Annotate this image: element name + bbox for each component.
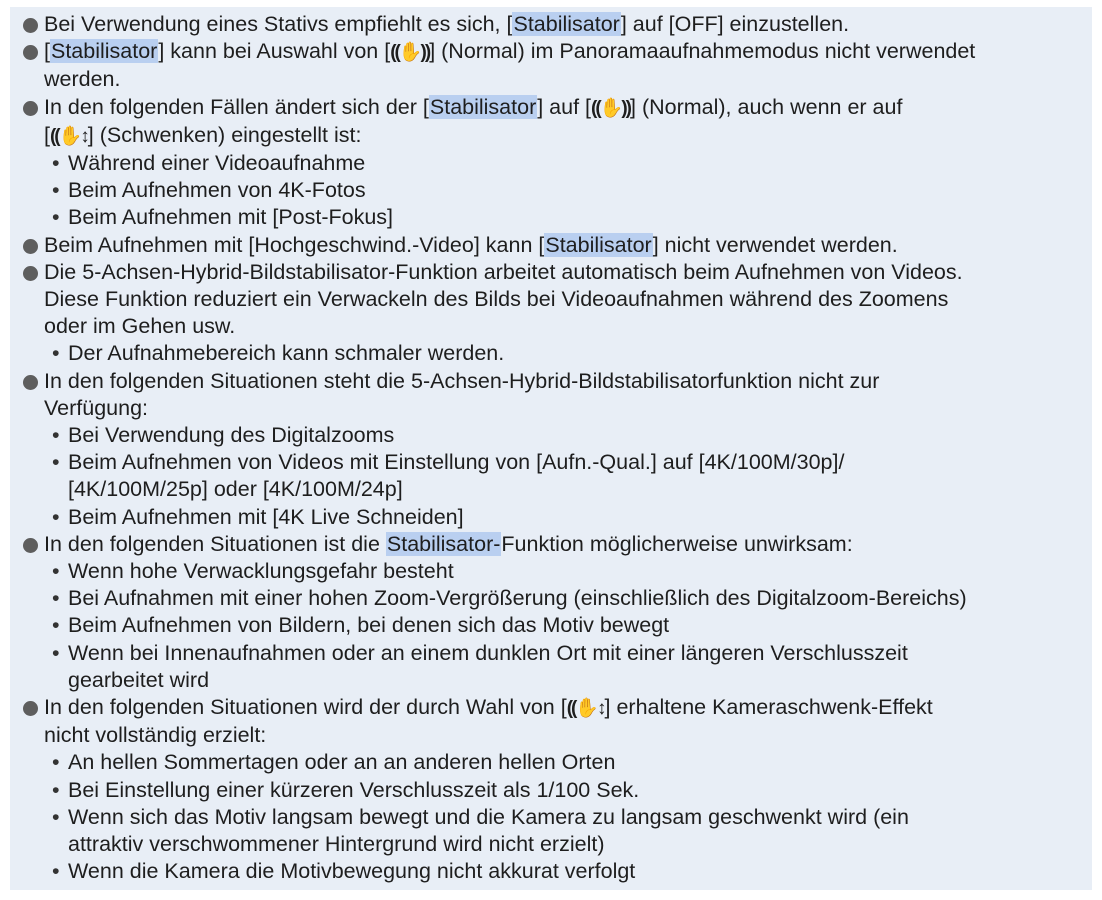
sub-bullet-icon: • — [52, 804, 60, 829]
sub-bullet-item: • Beim Aufnehmen mit [4K Live Schneiden] — [10, 504, 1082, 531]
sub-bullet-icon: • — [52, 205, 60, 230]
bullet-item: In den folgenden Situationen steht die 5-Achsen-Hybrid-Bildstabilisatorfunktion nicht zur — [10, 368, 1082, 395]
sub-bullet-item: • Wenn hohe Verwacklungsgefahr besteht — [10, 558, 1082, 585]
sub-bullet-icon: • — [52, 859, 60, 884]
highlight-stabilisator: Stabilisator — [513, 12, 620, 36]
sub-bullet-item: • Beim Aufnehmen mit [Post-Fokus] — [10, 204, 1082, 231]
continuation-line: oder im Gehen usw. — [44, 314, 236, 339]
bullet-dot-icon — [23, 18, 38, 33]
bullet-dot-icon — [23, 375, 38, 390]
continuation-line: [((✋↕] (Schwenken) eingestellt ist: — [10, 122, 1082, 150]
sub-bullet-item: • Beim Aufnehmen von Bildern, bei denen sich das Motiv bewegt — [10, 612, 1082, 639]
stabilizer-normal-icon: ((✋)) — [591, 97, 630, 119]
sub-bullet-item: • Beim Aufnehmen von 4K-Fotos — [10, 177, 1082, 204]
sub-bullet-icon: • — [52, 750, 60, 775]
bullet-item: In den folgenden Fällen ändert sich der [Stabilisator] auf [((✋))] (Normal), auch wenn er auf — [10, 94, 1082, 122]
bullet-item: [Stabilisator] kann bei Auswahl von [((✋))] (Normal) im Panoramaaufnahmemodus nicht verwendet — [10, 38, 1082, 66]
sub-bullet-icon: • — [52, 613, 60, 638]
continuation-line: Diese Funktion reduziert ein Verwackeln des Bilds bei Videoaufnahmen während des Zoomens — [44, 287, 949, 312]
bullet-dot-icon — [23, 266, 38, 281]
bullet-dot-icon — [23, 45, 38, 60]
sub-bullet-item: • Der Aufnahmebereich kann schmaler werden. — [10, 340, 1082, 367]
continuation-line: gearbeitet wird — [68, 667, 210, 692]
sub-bullet-item: • Wenn die Kamera die Motivbewegung nicht akkurat verfolgt — [10, 858, 1082, 885]
stabilizer-panning-icon: ((✋↕ — [566, 698, 605, 720]
continuation-line: [4K/100M/25p] oder [4K/100M/24p] — [68, 477, 403, 502]
sub-bullet-icon: • — [52, 450, 60, 475]
highlight-stabilisator: Stabilisator — [545, 232, 652, 257]
sub-bullet-icon: • — [52, 777, 60, 802]
highlight-stabilisator: Stabilisator — [429, 94, 537, 119]
continuation-line: attraktiv verschwommener Hintergrund wird nicht erzielt) — [68, 832, 605, 857]
sub-bullet-item: • Bei Einstellung einer kürzeren Verschlusszeit als 1/100 Sek. — [10, 777, 1082, 804]
sub-bullet-item: • Beim Aufnehmen von Videos mit Einstellung von [Aufn.-Qual.] auf [4K/100M/30p]/ — [10, 449, 1082, 476]
sub-bullet-icon: • — [52, 341, 60, 366]
sub-bullet-item: • Wenn sich das Motiv langsam bewegt und die Kamera zu langsam geschwenkt wird (ein — [10, 804, 1082, 831]
sub-bullet-icon: • — [52, 586, 60, 611]
sub-bullet-icon: • — [52, 151, 60, 176]
sub-bullet-icon: • — [52, 423, 60, 448]
sub-bullet-item: • Während einer Videoaufnahme — [10, 150, 1082, 177]
sub-bullet-icon: • — [52, 640, 60, 665]
sub-bullet-item: • Bei Aufnahmen mit einer hohen Zoom-Vergrößerung (einschließlich des Digitalzoom-Bereichs) — [10, 585, 1082, 612]
bullet-item: Beim Aufnehmen mit [Hochgeschwind.-Video] kann [Stabilisator] nicht verwendet werden. — [10, 232, 1082, 259]
sub-bullet-item: • An hellen Sommertagen oder an an anderen hellen Orten — [10, 749, 1082, 776]
bullet-item: Bei Verwendung eines Stativs empfiehlt es sich, [Stabilisator] auf [OFF] einzustellen. — [10, 11, 1082, 38]
bullet-item: In den folgenden Situationen ist die Stabilisator-Funktion möglicherweise unwirksam: — [10, 531, 1082, 558]
bullet-item: In den folgenden Situationen wird der durch Wahl von [((✋↕] erhaltene Kameraschwenk-Effekt — [10, 694, 1082, 722]
bullet-dot-icon — [23, 101, 38, 116]
highlight-stabilisator: Stabilisator — [50, 39, 158, 64]
bullet-dot-icon — [23, 239, 38, 254]
sub-bullet-icon: • — [52, 504, 60, 529]
bullet-dot-icon — [23, 701, 38, 716]
stabilizer-normal-icon: ((✋)) — [390, 42, 430, 64]
stabilizer-panning-icon: ((✋↕ — [49, 125, 88, 147]
sub-bullet-icon: • — [52, 559, 60, 584]
highlight-stabilisator: Stabilisator- — [386, 531, 501, 556]
document-panel — [10, 7, 1092, 890]
continuation-line: Verfügung: — [44, 395, 149, 420]
sub-bullet-item: • Bei Verwendung des Digitalzooms — [10, 422, 1082, 449]
continuation-line: nicht vollständig erzielt: — [44, 723, 267, 748]
bullet-dot-icon — [23, 538, 38, 553]
sub-bullet-icon: • — [52, 178, 60, 203]
continuation-line: werden. — [44, 67, 121, 92]
sub-bullet-item: • Wenn bei Innenaufnahmen oder an einem dunklen Ort mit einer längeren Verschlusszeit — [10, 640, 1082, 667]
bullet-item: Die 5-Achsen-Hybrid-Bildstabilisator-Funktion arbeitet automatisch beim Aufnehmen von Videos. — [10, 259, 1082, 286]
